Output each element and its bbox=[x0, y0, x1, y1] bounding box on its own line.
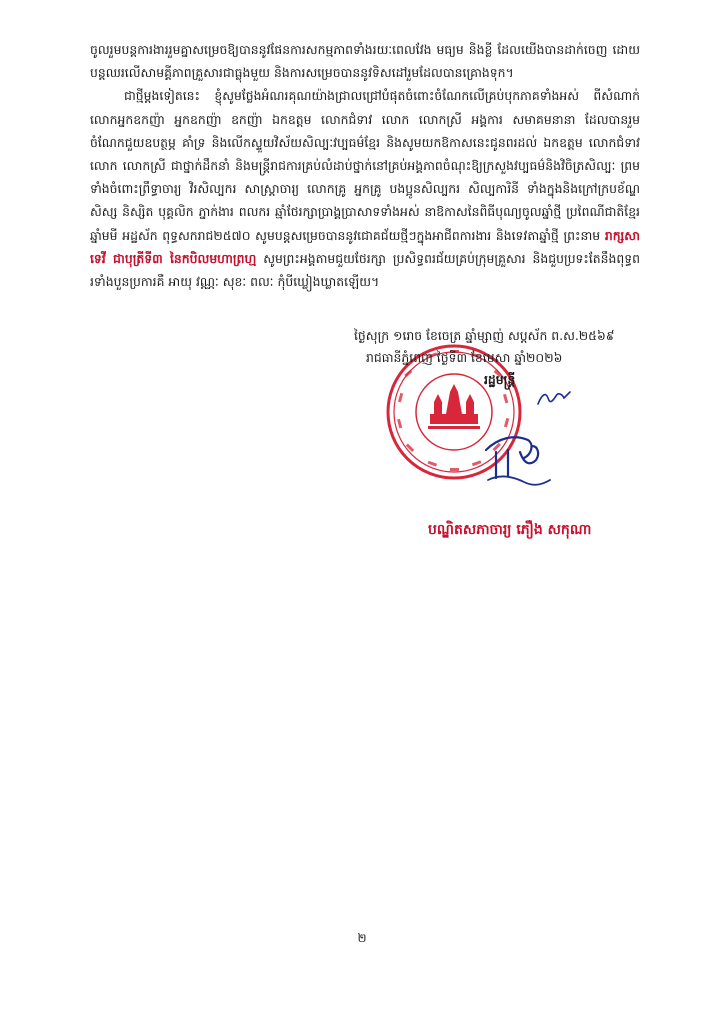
place-date: រាជធានីភ្នំពេញ ថ្ងៃទី៣ ខែមេសា ឆ្នាំ២០២៦ bbox=[366, 350, 563, 365]
initial-mark-icon bbox=[536, 388, 572, 410]
paragraph-2 bbox=[90, 84, 640, 293]
letter-body bbox=[90, 38, 640, 293]
deity-name: រាក្សសាទេវី ជាបុត្រីទី៣ នៃកបិលមហាព្រហ្ម bbox=[90, 227, 640, 266]
signatory-name: បណ្ឌិតសភាចារ្យ ភឿង សកុណា bbox=[428, 522, 592, 538]
signature-icon bbox=[478, 420, 558, 492]
page-number: ២ bbox=[357, 931, 367, 945]
closing-block bbox=[354, 325, 654, 391]
lunar-date: ថ្ងៃសុក្រ ១រោច ខែចេត្រ ឆ្នាំម្សាញ់ សប្តស័ក ព.ស.២៥៦៩ bbox=[354, 328, 615, 343]
paragraph-2-lead: ជាថ្មីម្តងទៀតនេះ ខ្ញុំសូមថ្លែងអំណរគុណយ៉ាងជ្រាលជ្រៅបំផុតចំពោះចំណែកលើគ្រប់បុកភាគទាំងអស់ ពីសំណាក់ លោកអ្នកឧកញ៉ា អ្នកឧកញ៉ា ឧកញ៉ា ឯកឧត្តម លោកជំទាវ លោក លោកស្រី អង្គការ សមាគមនានា ដែលបានរួមចំណែកជួយឧបត្ថម្ភ គាំទ្រ និងលើកស្ទួយវិស័យសិល្បៈវប្បធម៌ខ្មែរ និងសូមយកឱកាសនេះជូនពរដល់ ឯកឧត្តម លោកជំទាវ លោក លោកស្រី ជាថ្នាក់ដឹកនាំ និងមន្ត្រីរាជការគ្រប់លំដាប់ថ្នាក់នៅគ្រប់អង្គភាពចំណុះឱ្យក្រសួងវប្បធម៌និងវិចិត្រសិល្បៈ ព្រមទាំងចំពោះព្រឹទ្ធាចារ្យ វិរសិល្បករ សាស្ត្រាចារ្យ លោកគ្រូ អ្នកគ្រូ បងប្អូនសិល្បករ សិល្បការិនី ទាំងក្នុងនិងក្រៅក្របខ័ណ្ឌ សិស្ស និស្សិត បុគ្គលិក ភ្នាក់ងារ ពលករ ឆ្មាំថែរក្សាប្រាង្គប្រាសាទទាំងអស់ នាឱកាសនៃពិធីបុណ្យចូលឆ្នាំថ្មី ប្រពៃណីជាតិខ្មែរ ឆ្នាំមមី អដ្ឋស័ក ពុទ្ធសករាជ២៥៧០ សូមបន្តសម្រេចបាននូវជោគជ័យថ្មីៗក្នុងអាជីពការងារ និងទេវតាឆ្នាំថ្មី ព្រះនាម bbox=[90, 88, 640, 243]
signatory-title: រដ្ឋមន្ត្រី bbox=[484, 372, 516, 387]
paragraph-1: ចូលរួមបន្តការងាររួមគ្នាសម្រេចឱ្យបាននូវផែនការសកម្មភាពទាំងរយៈពេលវែង មធ្យម និងខ្លី ដែលយើងបានដាក់ចេញ ដោយបន្តឈរលើសាមគ្គីភាពគ្រួសារជាធ្លុងមួយ និងការសម្រេចបាននូវទិសដៅរួមដែលបានគ្រោងទុក។ bbox=[90, 42, 640, 81]
paragraph-2-tail: សូមព្រះអង្គតាមជួយថែរក្សា ប្រសិទ្ធពរជ័យគ្រប់ក្រុមគ្រួសារ និងជួបប្រទះតែនឹងពុទ្ធពរទាំងបួនប្រការគឺ អាយុ វណ្ណៈ សុខៈ ពលៈ កុំបីឃ្លៀងឃ្លាតឡើយ។ bbox=[90, 250, 640, 290]
